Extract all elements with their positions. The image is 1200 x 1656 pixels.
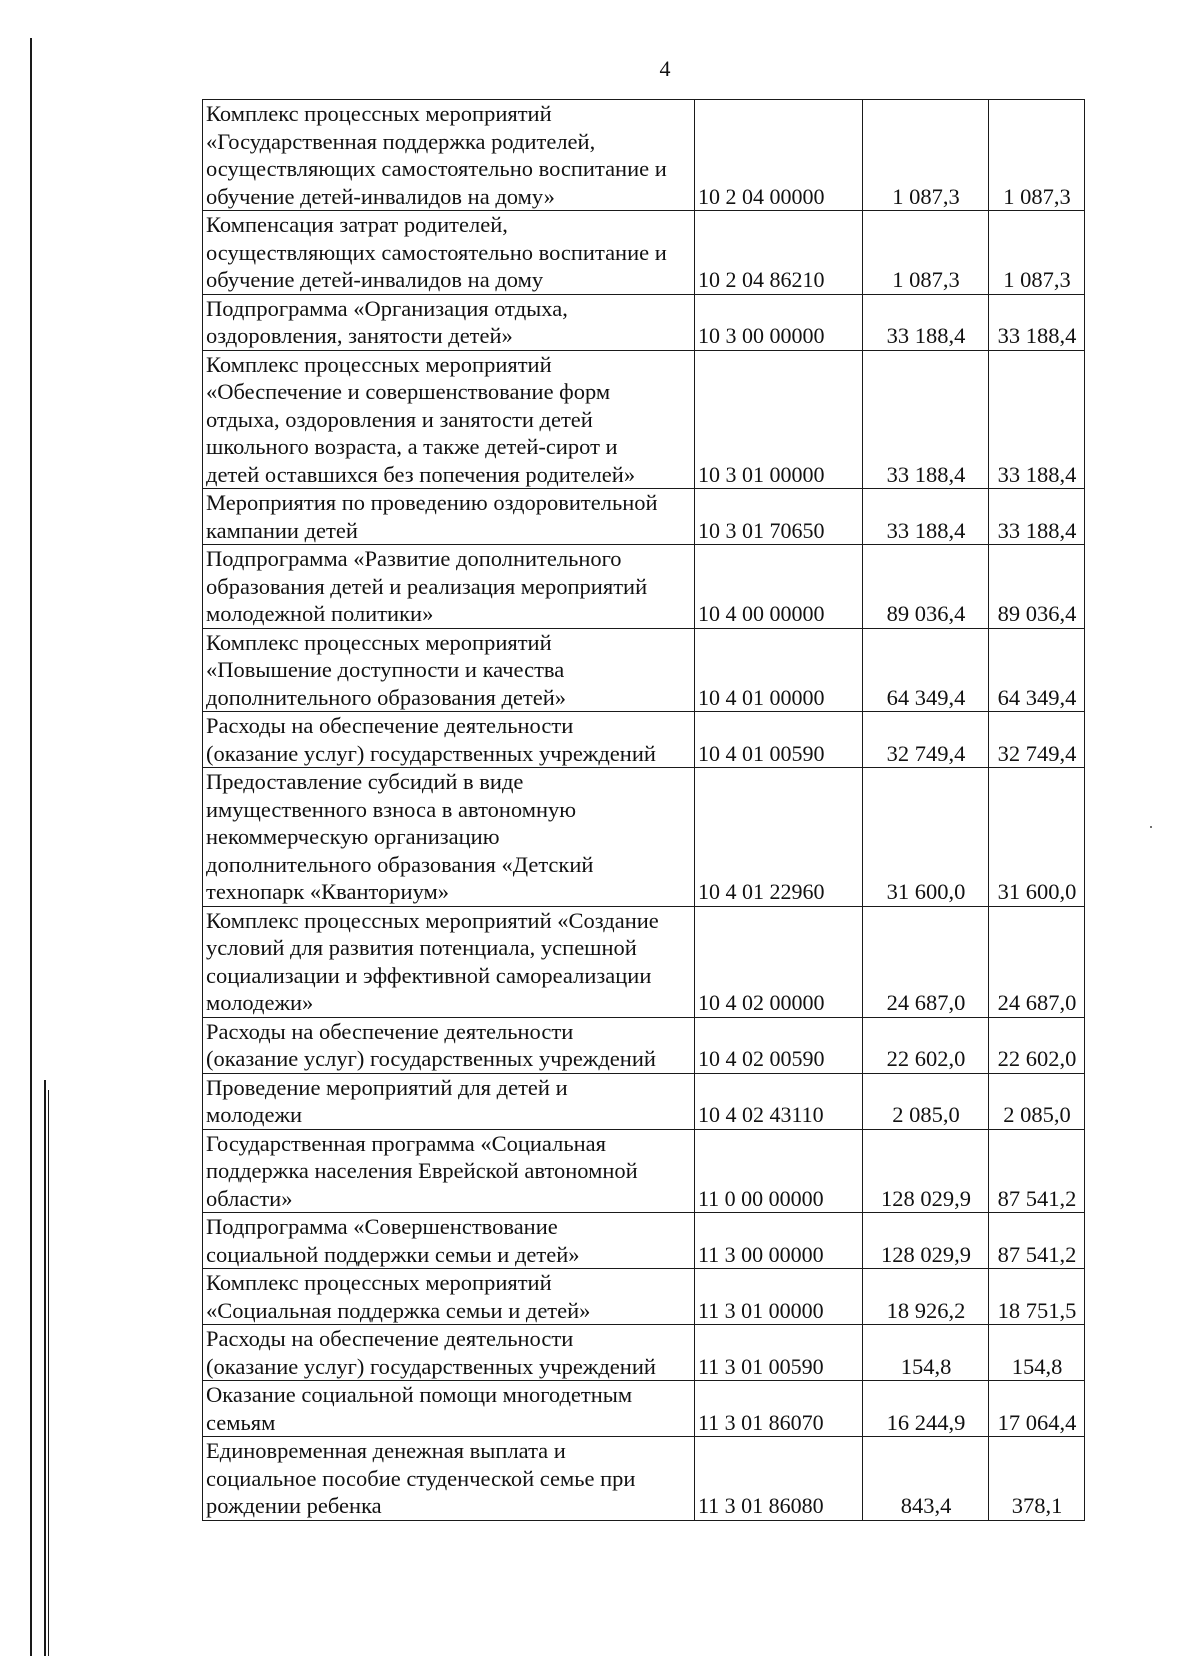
row-code: 10 4 02 00000 — [695, 906, 863, 1017]
row-code: 11 3 01 00000 — [695, 1269, 863, 1325]
row-value-2: 18 751,5 — [989, 1269, 1085, 1325]
row-value-1: 154,8 — [863, 1325, 989, 1381]
row-value-1: 16 244,9 — [863, 1381, 989, 1437]
row-value-1: 128 029,9 — [863, 1129, 989, 1213]
row-value-1: 24 687,0 — [863, 906, 989, 1017]
row-value-1: 22 602,0 — [863, 1017, 989, 1073]
row-value-2: 22 602,0 — [989, 1017, 1085, 1073]
row-value-2: 378,1 — [989, 1437, 1085, 1521]
row-value-1: 1 087,3 — [863, 100, 989, 211]
row-name: Комплекс процессных мероприятий «Государственная поддержка родителей, осуществляющих самостоятельно воспитание и обучение детей-инвалидов на дому» — [203, 100, 695, 211]
binding-edge-line — [30, 38, 32, 1656]
row-code: 10 4 01 22960 — [695, 768, 863, 907]
row-value-2: 87 541,2 — [989, 1213, 1085, 1269]
budget-table — [202, 99, 1085, 1521]
row-value-1: 33 188,4 — [863, 294, 989, 350]
page-number: 4 — [659, 56, 671, 81]
table-row — [203, 906, 1085, 1017]
row-value-2: 2 085,0 — [989, 1073, 1085, 1129]
row-name: Расходы на обеспечение деятельности (оказание услуг) государственных учреждений — [203, 1017, 695, 1073]
row-code: 10 3 00 00000 — [695, 294, 863, 350]
row-name: Комплекс процессных мероприятий «Обеспечение и совершенствование форм отдыха, оздоровления и занятости детей школьного возраста, а также детей-сирот и детей оставшихся без попечения родителей» — [203, 350, 695, 489]
row-code: 11 3 01 86070 — [695, 1381, 863, 1437]
row-value-1: 32 749,4 — [863, 712, 989, 768]
table-row — [203, 1269, 1085, 1325]
row-code: 11 0 00 00000 — [695, 1129, 863, 1213]
scan-speck — [1150, 826, 1152, 828]
row-code: 10 2 04 86210 — [695, 211, 863, 295]
row-value-2: 24 687,0 — [989, 906, 1085, 1017]
table-row — [203, 1129, 1085, 1213]
row-value-1: 33 188,4 — [863, 350, 989, 489]
row-code: 10 3 01 70650 — [695, 489, 863, 545]
row-code: 10 4 01 00590 — [695, 712, 863, 768]
table-row — [203, 768, 1085, 907]
row-name: Мероприятия по проведению оздоровительной кампании детей — [203, 489, 695, 545]
row-name: Подпрограмма «Совершенствование социальной поддержки семьи и детей» — [203, 1213, 695, 1269]
table-row — [203, 1017, 1085, 1073]
row-value-2: 1 087,3 — [989, 211, 1085, 295]
row-value-1: 31 600,0 — [863, 768, 989, 907]
row-value-2: 87 541,2 — [989, 1129, 1085, 1213]
table-row — [203, 1325, 1085, 1381]
row-value-1: 64 349,4 — [863, 628, 989, 712]
row-value-2: 33 188,4 — [989, 350, 1085, 489]
row-code: 11 3 00 00000 — [695, 1213, 863, 1269]
row-value-2: 33 188,4 — [989, 294, 1085, 350]
row-name: Государственная программа «Социальная поддержка населения Еврейской автономной области» — [203, 1129, 695, 1213]
row-value-2: 31 600,0 — [989, 768, 1085, 907]
row-value-2: 32 749,4 — [989, 712, 1085, 768]
table-row — [203, 294, 1085, 350]
row-code: 10 2 04 00000 — [695, 100, 863, 211]
binding-edge-line — [44, 1080, 46, 1656]
row-name: Комплекс процессных мероприятий «Повышение доступности и качества дополнительного образования детей» — [203, 628, 695, 712]
row-name: Проведение мероприятий для детей и молодежи — [203, 1073, 695, 1129]
row-value-1: 89 036,4 — [863, 545, 989, 629]
table-row — [203, 489, 1085, 545]
row-code: 10 4 02 43110 — [695, 1073, 863, 1129]
row-code: 10 3 01 00000 — [695, 350, 863, 489]
table-row — [203, 1213, 1085, 1269]
row-value-2: 154,8 — [989, 1325, 1085, 1381]
row-value-1: 2 085,0 — [863, 1073, 989, 1129]
row-code: 11 3 01 86080 — [695, 1437, 863, 1521]
row-name: Комплекс процессных мероприятий «Социальная поддержка семьи и детей» — [203, 1269, 695, 1325]
row-code: 10 4 00 00000 — [695, 545, 863, 629]
row-name: Предоставление субсидий в виде имущественного взноса в автономную некоммерческую организацию дополнительного образования «Детский технопарк «Кванториум» — [203, 768, 695, 907]
row-code: 10 4 01 00000 — [695, 628, 863, 712]
table-row — [203, 628, 1085, 712]
row-name: Единовременная денежная выплата и социальное пособие студенческой семье при рождении ребенка — [203, 1437, 695, 1521]
table-row — [203, 1381, 1085, 1437]
table-row — [203, 545, 1085, 629]
row-name: Подпрограмма «Развитие дополнительного образования детей и реализация мероприятий молодежной политики» — [203, 545, 695, 629]
row-value-1: 33 188,4 — [863, 489, 989, 545]
row-value-2: 64 349,4 — [989, 628, 1085, 712]
row-value-2: 1 087,3 — [989, 100, 1085, 211]
row-value-2: 17 064,4 — [989, 1381, 1085, 1437]
row-value-2: 33 188,4 — [989, 489, 1085, 545]
binding-edge-line — [48, 1090, 49, 1656]
row-name: Комплекс процессных мероприятий «Создание условий для развития потенциала, успешной социализации и эффективной самореализации молодежи» — [203, 906, 695, 1017]
row-name: Расходы на обеспечение деятельности (оказание услуг) государственных учреждений — [203, 1325, 695, 1381]
table-row — [203, 712, 1085, 768]
table-row — [203, 100, 1085, 211]
row-name: Оказание социальной помощи многодетным семьям — [203, 1381, 695, 1437]
row-value-1: 843,4 — [863, 1437, 989, 1521]
row-code: 10 4 02 00590 — [695, 1017, 863, 1073]
row-code: 11 3 01 00590 — [695, 1325, 863, 1381]
row-value-1: 1 087,3 — [863, 211, 989, 295]
row-name: Расходы на обеспечение деятельности (оказание услуг) государственных учреждений — [203, 712, 695, 768]
row-name: Компенсация затрат родителей, осуществляющих самостоятельно воспитание и обучение детей-инвалидов на дому — [203, 211, 695, 295]
row-value-1: 18 926,2 — [863, 1269, 989, 1325]
table-row — [203, 1073, 1085, 1129]
row-value-1: 128 029,9 — [863, 1213, 989, 1269]
table-row — [203, 350, 1085, 489]
table-row — [203, 1437, 1085, 1521]
row-value-2: 89 036,4 — [989, 545, 1085, 629]
table-row — [203, 211, 1085, 295]
row-name: Подпрограмма «Организация отдыха, оздоровления, занятости детей» — [203, 294, 695, 350]
